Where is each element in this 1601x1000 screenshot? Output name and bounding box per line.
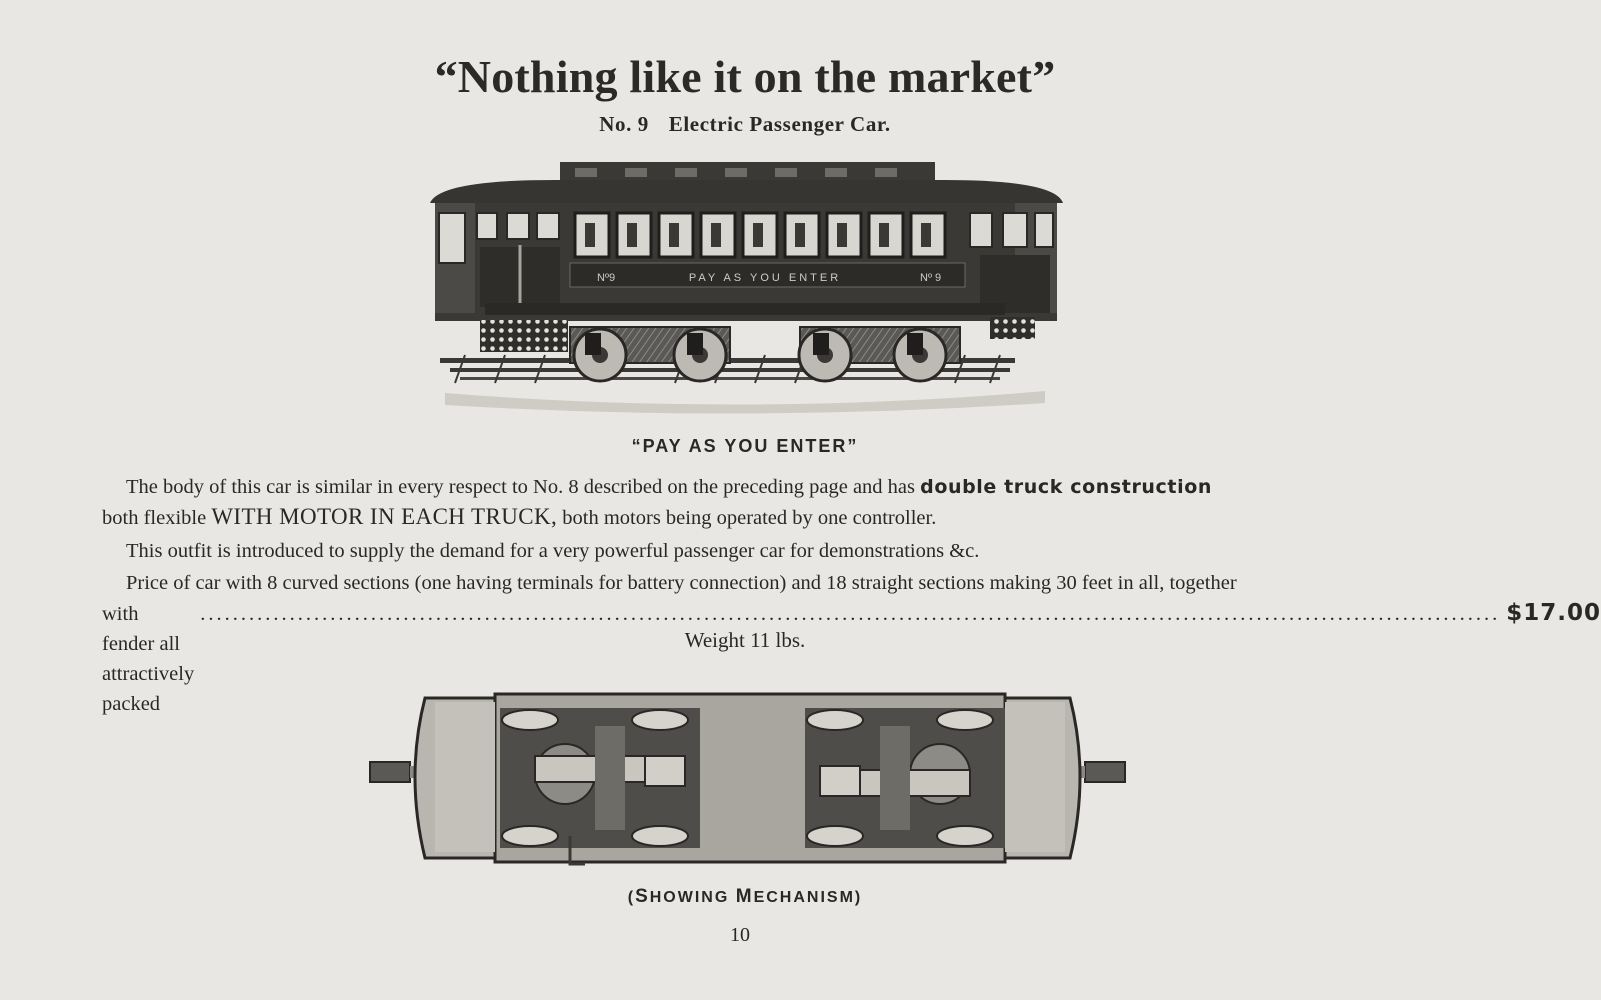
description-paragraph-2: This outfit is introduced to supply the demand for a very powerful passenger car for demonstrations &c.	[126, 540, 980, 562]
ground-shadow	[445, 391, 1045, 414]
caption-paren-close: )	[854, 889, 863, 906]
caption-word2-rest: ECHANISM	[753, 889, 855, 906]
illustration-caption: “PAY AS YOU ENTER”	[631, 436, 859, 456]
side-windows	[575, 213, 945, 257]
rear-fender	[990, 317, 1035, 339]
front-fender	[480, 320, 568, 352]
paragraph1-text-3: both motors being operated by one controller.	[557, 507, 937, 529]
truck-left	[570, 327, 730, 381]
car-slogan-plate: PAY AS YOU ENTER	[688, 272, 842, 284]
mechanism-caption	[0, 886, 1490, 908]
page-number: 10	[730, 924, 750, 946]
mechanism-truck-left	[500, 708, 700, 848]
car-number-plate-right: Nº 9	[920, 272, 942, 284]
mechanism-truck-right	[805, 708, 1005, 848]
passenger-car-side-illustration	[425, 155, 1070, 420]
weight-text: Weight 11 lbs.	[684, 628, 806, 652]
car-number-plate-left: Nº9	[597, 272, 616, 284]
subtitle	[0, 112, 1490, 137]
price-line-2: with fender all attractively packed	[102, 603, 195, 715]
mechanism-underside-illustration	[365, 686, 1130, 868]
caption-paren-open: (	[627, 889, 636, 906]
headline: “Nothing like it on the market”	[434, 51, 1056, 102]
paragraph1-text-2: both flexible	[102, 507, 212, 529]
paragraph1-text: The body of this car is similar in every respect to No. 8 described on the preceding page and has	[126, 476, 921, 498]
truck-right	[799, 327, 960, 381]
paragraph1-caps: WITH MOTOR IN EACH TRUCK,	[211, 504, 558, 529]
dot-leader: ................................................................................................................................................................	[200, 603, 1501, 625]
price-value: $17.00	[1506, 600, 1601, 626]
price-line-1: Price of car with 8 curved sections (one having terminals for battery connection) and 18 straight sections making 30 feet in all, together	[126, 572, 1237, 594]
caption-word1-initial: S	[635, 886, 650, 907]
caption-word2-initial: M	[735, 886, 754, 907]
subtitle-number: No. 9	[599, 112, 649, 136]
caption-word1-rest: HOWING	[649, 889, 730, 906]
subtitle-name: Electric Passenger Car.	[668, 112, 891, 136]
description-paragraph-1	[102, 472, 1387, 533]
paragraph1-emphasis: double truck construction	[920, 476, 1212, 498]
main-roof	[430, 180, 1063, 203]
